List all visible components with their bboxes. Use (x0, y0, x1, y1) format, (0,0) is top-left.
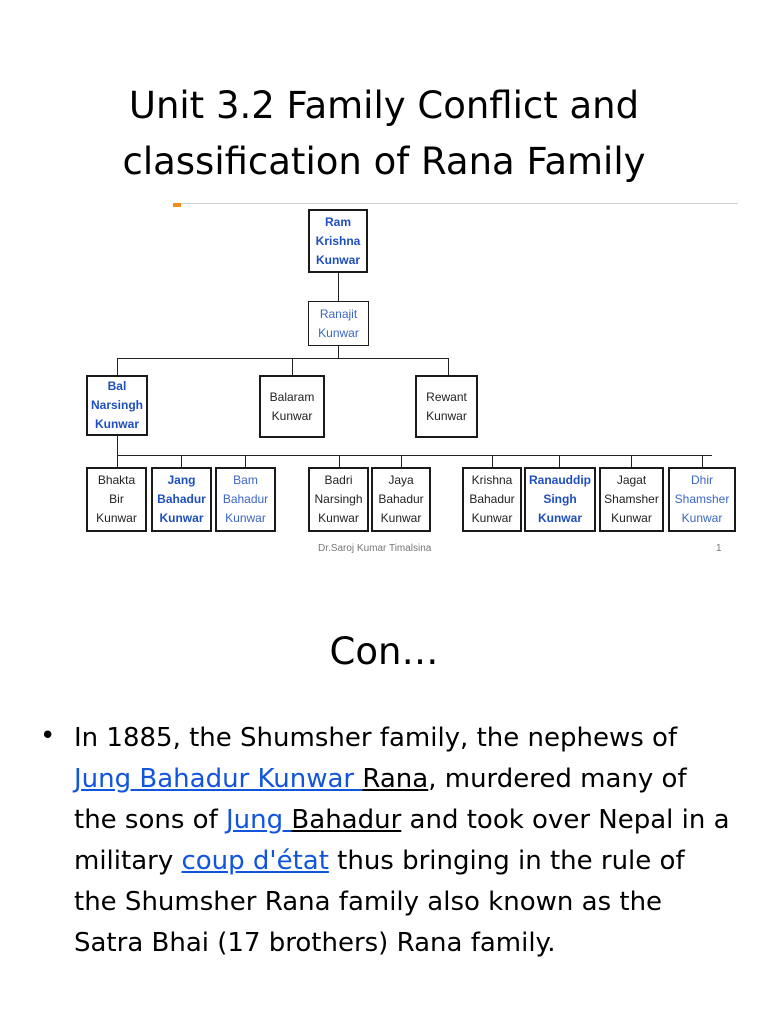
connector (338, 273, 339, 301)
tree-node-bal-narsingh-kunwar: Bal Narsingh Kunwar (86, 375, 148, 436)
accent-mark (173, 203, 181, 207)
paragraph-text: thus bringing in the rule of the Shumsher Rana family also known as the Satra Bhai (17 brothers) Rana family. (74, 846, 685, 958)
connector (117, 455, 712, 456)
connector (245, 455, 246, 467)
connector (117, 358, 118, 375)
family-tree-diagram (50, 203, 740, 538)
connector (117, 436, 118, 455)
link-jung[interactable]: Jung (226, 805, 292, 835)
tree-node-ranauddip-singh-kunwar: Ranauddip Singh Kunwar (524, 467, 596, 532)
connector (559, 455, 560, 467)
paragraph-text: , murdered many of the sons of (74, 764, 687, 835)
tree-node-balaram-kunwar: Balaram Kunwar (259, 375, 325, 438)
connector (448, 358, 449, 375)
connector (181, 455, 182, 467)
footer-author: Dr.Saroj Kumar Timalsina (318, 543, 432, 554)
tree-node-badri-narsingh-kunwar: Badri Narsingh Kunwar (308, 467, 369, 532)
slide-title-line-2: classification of Rana Family (122, 140, 646, 183)
tree-node-krishna-bahadur-kunwar: Krishna Bahadur Kunwar (462, 467, 522, 532)
connector (631, 455, 632, 467)
connector (492, 455, 493, 467)
tree-node-dhir-shamsher-kunwar: Dhir Shamsher Kunwar (668, 467, 736, 532)
tree-node-rewant-kunwar: Rewant Kunwar (415, 375, 478, 438)
section-subtitle: Con… (329, 630, 439, 673)
tree-node-ranajit-kunwar: Ranajit Kunwar (308, 301, 369, 346)
connector (117, 455, 118, 467)
footer-page-number: 1 (716, 543, 722, 554)
connector (702, 455, 703, 467)
tree-node-jagat-shamsher-kunwar: Jagat Shamsher Kunwar (599, 467, 664, 532)
tree-node-jang-bahadur-kunwar: Jang Bahadur Kunwar (151, 467, 212, 532)
divider-line (173, 203, 738, 204)
paragraph-text: and took over Nepal in a military (74, 805, 730, 876)
connector (339, 455, 340, 467)
paragraph-text: In 1885, the Shumsher family, the nephews of (74, 723, 678, 753)
slide-title-line-1: Unit 3.2 Family Conflict and (128, 84, 640, 127)
tree-node-bhakta-bir-kunwar: Bhakta Bir Kunwar (86, 467, 147, 532)
connector (401, 455, 402, 467)
link-coup-detat[interactable]: coup d'état (181, 846, 329, 876)
tree-node-bam-bahadur-kunwar: Bam Bahadur Kunwar (215, 467, 276, 532)
connector (338, 346, 339, 358)
connector (292, 358, 293, 375)
underlined-rana: Rana (362, 764, 429, 794)
underlined-bahadur: Bahadur (291, 805, 402, 835)
tree-node-ram-krishna-kunwar: Ram Krishna Kunwar (308, 209, 368, 273)
tree-node-jaya-bahadur-kunwar: Jaya Bahadur Kunwar (371, 467, 431, 532)
bullet-dot: • (40, 721, 56, 751)
paragraph (74, 718, 734, 964)
link-jung-bahadur-kunwar[interactable]: Jung Bahadur Kunwar (74, 764, 363, 794)
slide-title (0, 78, 768, 190)
connector (117, 358, 448, 359)
